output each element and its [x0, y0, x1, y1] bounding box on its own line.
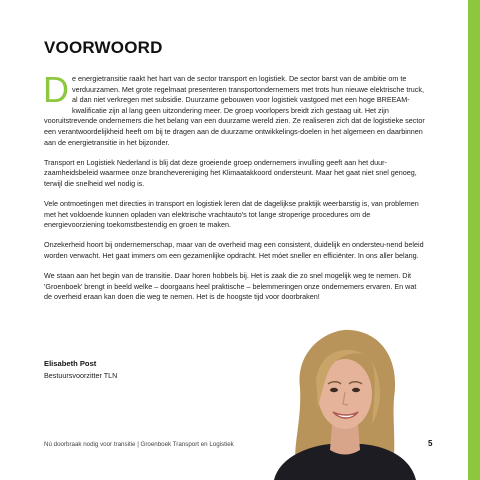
signature-role: Bestuursvoorzitter TLN [44, 371, 118, 380]
paragraph-3: Vele ontmoetingen met directies in transport en logistiek leren dat de dagelijkse praktijk weerbarstig is, van problemen met het voldoende kunnen opladen van elektrische vrachtauto's tot lange stroperige procedures om de energievoorziening toekomstbestendig en groen te maken. [44, 198, 419, 230]
footer-text: Nú doorbraak nodig voor transitie | Groenboek Transport en Logistiek [44, 441, 234, 448]
signature-name: Elisabeth Post [44, 359, 97, 368]
paragraph-1 [43, 69, 426, 148]
portrait-photo [270, 328, 420, 480]
drop-cap: D [43, 69, 69, 110]
paragraph-4: Onzekerheid hoort bij ondernemerschap, maar van de overheid mag een consistent, duidelijk en ondersteu-nend beleid worden verwacht. Het gaat immers om een gezamenlijke opdracht. Het móet sneller en efficiënter. In ons aller belang. [44, 240, 424, 260]
portrait-illustration [270, 328, 420, 480]
accent-strip [468, 0, 480, 480]
paragraph-2: Transport en Logistiek Nederland is blij dat deze groeiende groep ondernemers invulling geeft aan het duur-zaamheidsbeleid waarmee onze branchevereniging het Klimaatakkoord ondersteunt. Maar het gaat niet snel genoeg, terwijl die snelheid wel nodig is. [44, 157, 417, 188]
page-number: 5 [428, 439, 433, 448]
paragraph-1-text: e energietransitie raakt het hart van de sector transport en logistiek. De sector barst van de ambitie om te verduurzamen. Met grote regelmaat presenteren transportondernemers met trots hun nieuwe elektrische truck, al dan niet verkregen met subsidie. Duurzame gebouwen voor logistiek vastgoed met een hoge BREEAM-kwalificatie zijn al lang geen uitzondering meer. De groep voorlopers breidt zich gestaag uit. Het zijn vooruitstrevende ondernemers die het belang van een duurzame wereld zien. Ze realiseren zich dat de logistieke sector een verantwoordelijkheid heeft om bij te dragen aan de duurzame ontwikkelings-doelen in het algemeen en daarbinnen aan de energietransitie in het bijzonder. [44, 74, 425, 147]
paragraph-5: We staan aan het begin van de transitie. Daar horen hobbels bij. Het is zaak die zo snel mogelijk weg te nemen. Dit 'Groenboek' brengt in beeld welke – doorgaans heel praktische – belemmeringen onze ondernemers ervaren. En wat de overheid eraan kan doen die weg te nemen. Het is de hoogste tijd voor doorbraken! [44, 270, 417, 302]
page-title: VOORWOORD [44, 38, 163, 57]
body-text [43, 69, 426, 312]
